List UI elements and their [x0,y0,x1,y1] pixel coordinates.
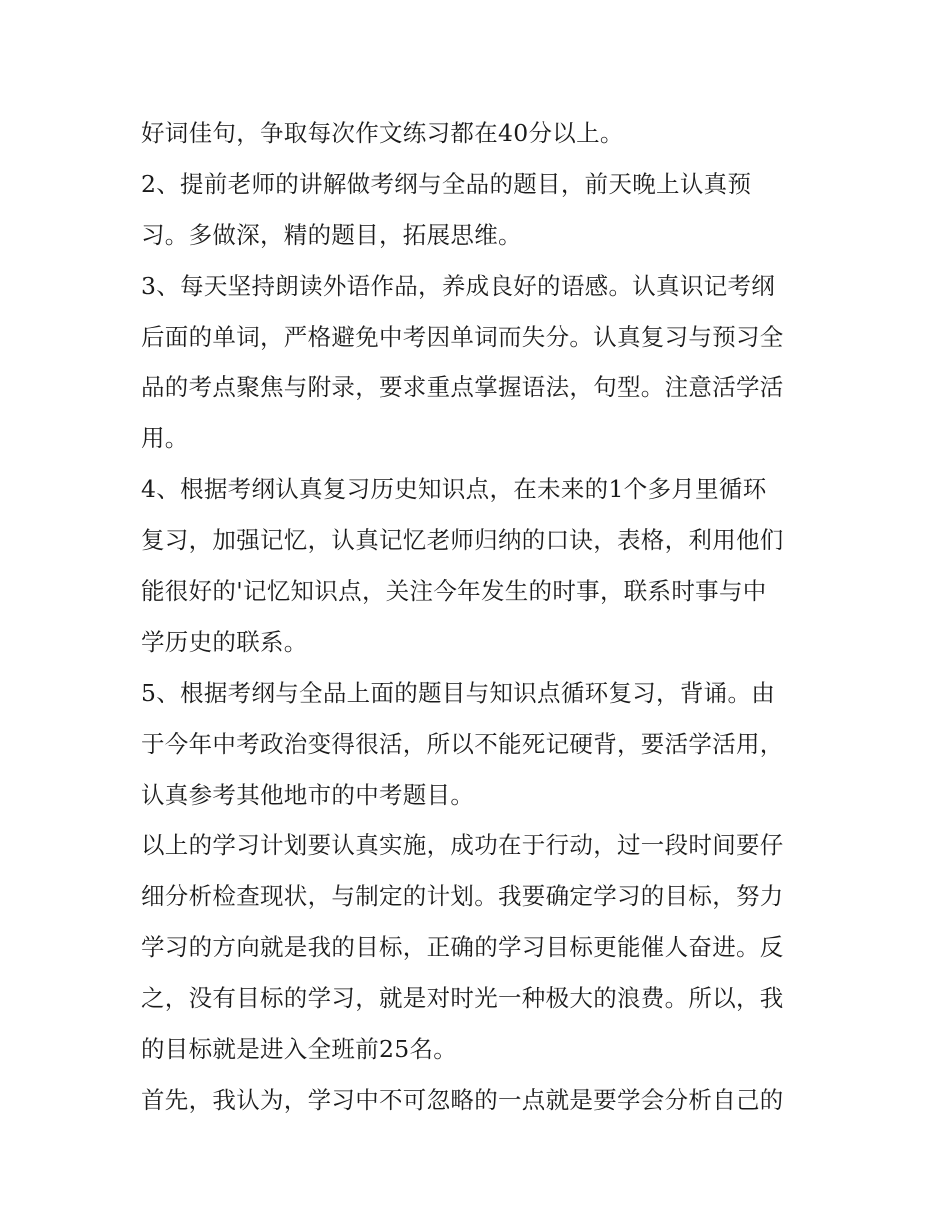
text-line: 5、根据考纲与全品上面的题目与知识点循环复习，背诵。由 [141,678,776,707]
text-line: 的目标就是进入全班前25名。 [141,1035,458,1064]
text-line: 2、提前老师的讲解做考纲与全品的题目，前天晚上认真预 [141,169,752,198]
text-line: 之，没有目标的学习，就是对时光一种极大的浪费。所以，我 [141,984,784,1013]
text-line: 认真参考其他地市的中考题目。 [141,780,475,809]
text-line: 能很好的'记忆知识点，关注今年发生的时事，联系时事与中 [141,577,767,606]
text-line: 好词佳句，争取每次作文练习都在40分以上。 [141,119,624,147]
text-line: 细分析检查现状，与制定的计划。我要确定学习的目标，努力 [141,882,784,911]
text-line: 用。 [141,424,189,453]
text-line: 于今年中考政治变得很活，所以不能死记硬背，要活学活用， [141,729,784,758]
text-line: 以上的学习计划要认真实施，成功在于行动，过一段时间要仔 [141,831,784,860]
text-line: 后面的单词，严格避免中考因单词而失分。认真复习与预习全 [141,322,784,351]
text-line: 4、根据考纲认真复习历史知识点，在未来的1个多月里循环 [141,475,767,504]
text-line: 首先，我认为，学习中不可忽略的一点就是要学会分析自己的 [141,1085,784,1114]
text-line: 复习，加强记忆，认真记忆老师归纳的口诀，表格，利用他们 [141,526,784,555]
text-line: 学习的方向就是我的目标，正确的学习目标更能催人奋进。反 [141,933,784,962]
text-line: 3、每天坚持朗读外语作品，养成良好的语感。认真识记考纲 [141,271,776,300]
text-line: 学历史的联系。 [141,627,308,656]
document-body [141,108,821,1126]
text-line: 品的考点聚焦与附录，要求重点掌握语法，句型。注意活学活 [141,373,784,402]
text-line: 习。多做深，精的题目，拓展思维。 [141,220,522,249]
